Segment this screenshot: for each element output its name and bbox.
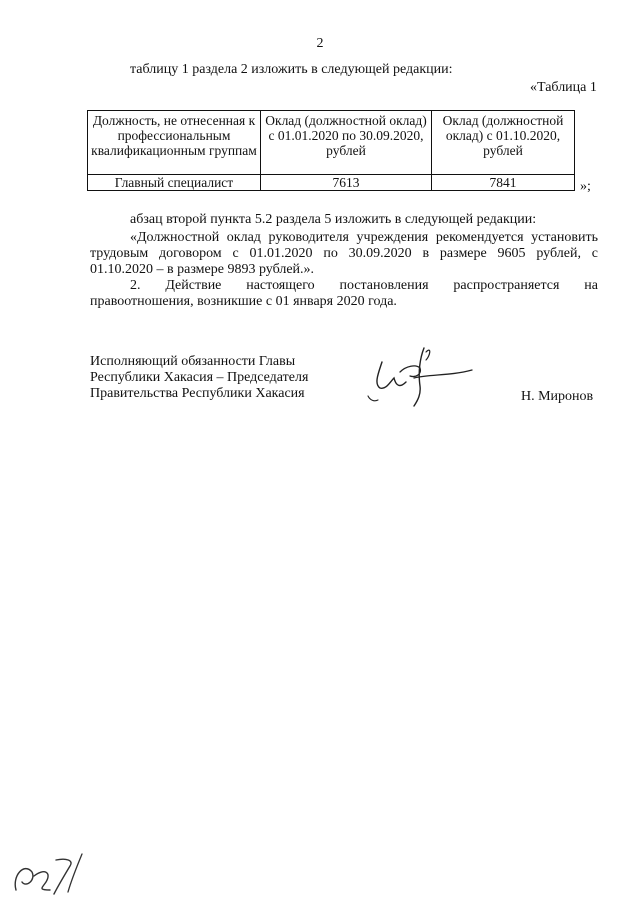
table-row bbox=[88, 175, 575, 191]
table-header-cell: Оклад (должностной оклад) с 01.10.2020, рублей bbox=[432, 111, 575, 175]
quote-line: «Должностной оклад руководителя учреждения рекомендуется установить bbox=[130, 230, 598, 245]
handwritten-mark bbox=[10, 846, 100, 898]
table-cell: 7613 bbox=[261, 175, 432, 191]
quote-line: трудовым договором с 01.01.2020 по 30.09.2020 в размере 9605 рублей, с bbox=[90, 246, 598, 261]
signatory-position-line: Исполняющий обязанности Главы bbox=[90, 354, 296, 369]
signatory-position-line: Правительства Республики Хакасия bbox=[90, 386, 305, 401]
table-header-cell: Должность, не отнесенная к профессиональным квалификационным группам bbox=[88, 111, 261, 175]
point-2-line: правоотношения, возникшие с 01 января 2020 года. bbox=[90, 294, 397, 309]
table-header-row bbox=[88, 111, 575, 175]
intro-line: таблицу 1 раздела 2 изложить в следующей редакции: bbox=[130, 62, 453, 77]
table-cell: 7841 bbox=[432, 175, 575, 191]
table-header-cell: Оклад (должностной оклад) с 01.01.2020 по 30.09.2020, рублей bbox=[261, 111, 432, 175]
handwritten-signature bbox=[360, 342, 480, 412]
page-number: 2 bbox=[316, 36, 324, 51]
point-2-line: 2. Действие настоящего постановления распространяется на bbox=[130, 278, 598, 293]
table-closing-quote: »; bbox=[580, 179, 591, 194]
signatory-name: Н. Миронов bbox=[521, 389, 594, 404]
signatory-position-line: Республики Хакасия – Председателя bbox=[90, 370, 309, 385]
signatory-position bbox=[90, 354, 308, 402]
table-caption: «Таблица 1 bbox=[530, 80, 597, 95]
table-cell: Главный специалист bbox=[88, 175, 261, 191]
paragraph-intro: абзац второй пункта 5.2 раздела 5 изложить в следующей редакции: bbox=[130, 212, 537, 227]
salary-table bbox=[87, 110, 575, 191]
quote-line: 01.10.2020 – в размере 9893 рублей.». bbox=[90, 262, 315, 277]
